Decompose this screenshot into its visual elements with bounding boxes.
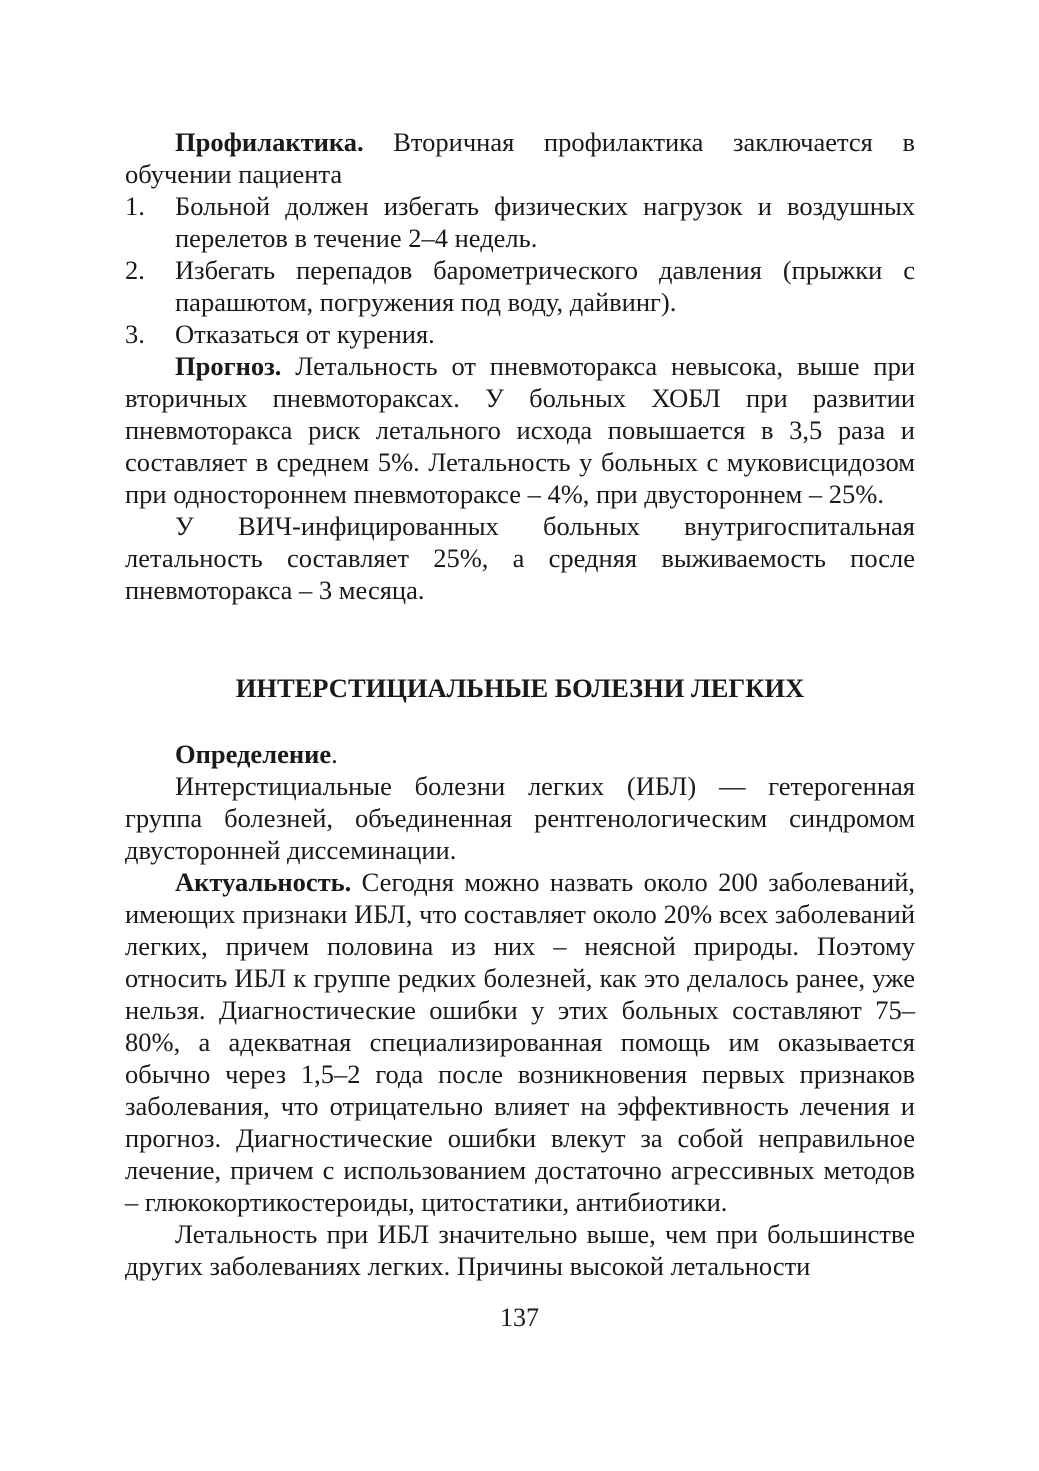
list-item xyxy=(125,190,915,254)
prevention-text: Вторичная профилактика заключается в обучении пациента xyxy=(125,127,915,189)
list-item-number: 1. xyxy=(125,191,145,221)
list-item-text: Отказаться от курения. xyxy=(175,319,435,349)
prevention-label: Профилактика. xyxy=(175,127,364,157)
definition-dot: . xyxy=(331,739,338,769)
definition-heading xyxy=(125,738,915,770)
list-item-text: Больной должен избегать физических нагрузок и воздушных перелетов в течение 2–4 недель. xyxy=(175,191,915,253)
prevention-list xyxy=(125,190,915,350)
page-number: 137 xyxy=(500,1303,539,1332)
list-item xyxy=(125,318,915,350)
prognosis-text: Летальность от пневмоторакса невысока, выше при вторичных пневмотораксах. У больных ХОБЛ при развитии пневмоторакса риск летального исхода повышается в 3,5 раза и составляет в среднем 5%. Летальность у больных с муковисцидозом при одностороннем пневмотораксе – 4%, при двустороннем – 25%. xyxy=(125,351,915,509)
section-heading: ИНТЕРСТИЦИАЛЬНЫЕ БОЛЕЗНИ ЛЕГКИХ xyxy=(235,673,805,703)
mortality-paragraph: Летальность при ИБЛ значительно выше, чем при большинстве других заболеваниях легких. Причины высокой летальности xyxy=(125,1219,915,1281)
prognosis-paragraph xyxy=(125,350,915,510)
page-body xyxy=(125,126,915,1282)
relevance-paragraph xyxy=(125,866,915,1218)
relevance-text: Сегодня можно назвать около 200 заболеваний, имеющих признаки ИБЛ, что составляет около 20% всех заболеваний легких, причем половина из них – неясной природы. Поэтому относить ИБЛ к группе редких болезней, как это делалось ранее, уже нельзя. Диагностические ошибки у этих больных составляют 75–80%, а адекватная специализированная помощь им оказывается обычно через 1,5–2 года после возникновения первых признаков заболевания, что отрицательно влияет на эффективность лечения и прогноз. Диагностические ошибки влекут за собой неправильное лечение, причем с использованием достаточно агрессивных методов – глюкокортикостероиды, цитостатики, антибиотики. xyxy=(125,867,915,1217)
prevention-paragraph xyxy=(125,126,915,190)
relevance-label: Актуальность. xyxy=(175,867,352,897)
list-item-number: 3. xyxy=(125,319,145,349)
definition-label: Определение xyxy=(175,739,332,769)
hiv-paragraph: У ВИЧ-инфицированных больных внутригоспитальная летальность составляет 25%, а средняя выживаемость после пневмоторакса – 3 месяца. xyxy=(125,511,915,605)
list-item xyxy=(125,254,915,318)
prognosis-label: Прогноз. xyxy=(175,351,282,381)
list-item-number: 2. xyxy=(125,255,145,285)
list-item-text: Избегать перепадов барометрического давления (прыжки с парашютом, погружения под воду, дайвинг). xyxy=(175,255,915,317)
definition-paragraph: Интерстициальные болезни легких (ИБЛ) — гетерогенная группа болезней, объединенная рентгенологическим синдромом двусторонней диссеминации. xyxy=(125,771,915,865)
